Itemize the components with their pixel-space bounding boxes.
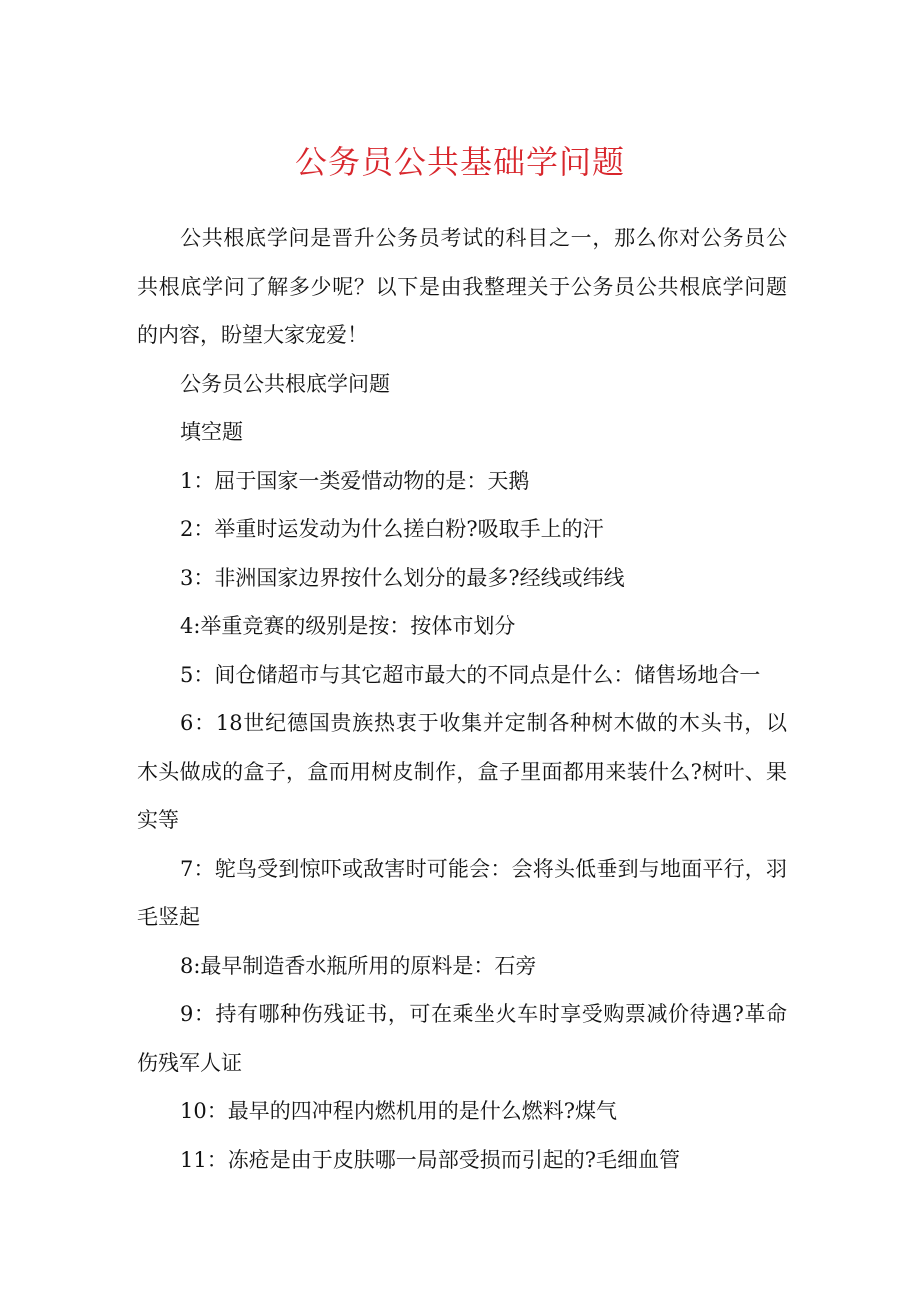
question-item: 6：18世纪德国贵族热衷于收集并定制各种树木做的木头书，以木头做成的盒子，盒而用树皮制作，盒子里面都用来装什么?树叶、果实等 (137, 711, 787, 832)
document-body (137, 214, 787, 1184)
question-item: 8:最早制造香水瓶所用的原料是：石旁 (180, 953, 537, 978)
question-item: 2：举重时运发动为什么搓白粉?吸取手上的汗 (180, 517, 604, 541)
question-item: 9：持有哪种伤残证书，可在乘坐火车时享受购票减价待遇?革命伤残军人证 (137, 1002, 787, 1075)
intro-paragraph: 公共根底学问是晋升公务员考试的科目之一，那么你对公务员公共根底学问了解多少呢？以下是由我整理关于公务员公共根底学问题的内容，盼望大家宠爱！ (137, 226, 787, 347)
question-item: 7：鸵鸟受到惊吓或敌害时可能会：会将头低垂到与地面平行，羽毛竖起 (137, 856, 787, 929)
question-item: 3：非洲国家边界按什么划分的最多?经线或纬线 (180, 565, 625, 590)
section-heading: 公务员公共根底学问题 (180, 371, 390, 396)
document-title: 公务员公共基础学问题 (294, 143, 625, 181)
question-item: 4:举重竞赛的级别是按：按体市划分 (180, 614, 516, 638)
question-item: 1：屈于国家一类爱惜动物的是：天鹅 (180, 468, 530, 493)
question-item: 11：冻疮是由于皮肤哪一局部受损而引起的?毛细血管 (180, 1147, 680, 1172)
subsection-heading: 填空题 (180, 420, 243, 444)
question-item: 10：最早的四冲程内燃机用的是什么燃料?煤气 (180, 1099, 617, 1123)
question-item: 5：间仓储超市与其它超市最大的不同点是什么：储售场地合一 (180, 662, 761, 687)
